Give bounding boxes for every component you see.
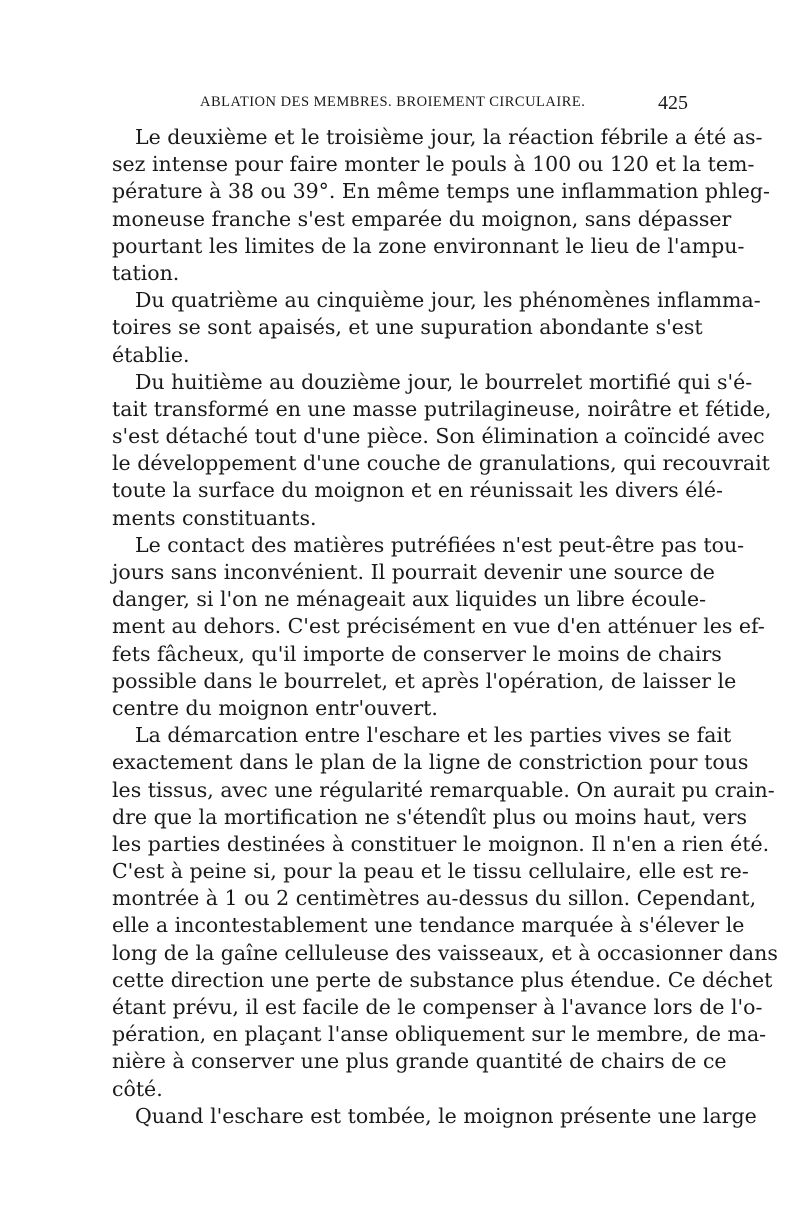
text-line: s'est détaché tout d'une pièce. Son élimination a coïncidé avec	[112, 424, 765, 449]
text-line: long de la gaîne celluleuse des vaisseaux, et à occasionner dans	[112, 940, 778, 965]
text-line: les tissus, avec une régularité remarquable. On aurait pu crain-	[112, 777, 775, 802]
text-line: les parties destinées à constituer le moignon. Il n'en a rien été.	[112, 831, 770, 856]
text-line: tation.	[112, 260, 180, 285]
text-line: pérature à 38 ou 39°. En même temps une inflammation phleg-	[112, 179, 770, 204]
text-line: pourtant les limites de la zone environnant le lieu de l'ampu-	[112, 233, 745, 258]
text-line: étant prévu, il est facile de le compenser à l'avance lors de l'o-	[112, 995, 763, 1019]
text-line: cette direction une perte de substance plus étendue. Ce déchet	[112, 967, 773, 992]
text-line: le développement d'une couche de granulations, qui recouvrait	[112, 451, 770, 476]
running-header	[200, 92, 688, 120]
text-line: Le deuxième et le troisième jour, la réaction fébrile a été as-	[135, 125, 763, 149]
text-line: Du huitième au douzième jour, le bourrelet mortifié qui s'é-	[135, 369, 753, 394]
text-line: dre que la mortification ne s'étendît plus ou moins haut, vers	[112, 804, 748, 829]
text-line: sez intense pour faire monter le pouls à 100 ou 120 et la tem-	[112, 152, 755, 177]
text-line: montrée à 1 ou 2 centimètres au-dessus du sillon. Cependant,	[112, 886, 757, 911]
text-line: toute la surface du moignon et en réunissait les divers élé-	[112, 478, 723, 503]
text-line: centre du moignon entr'ouvert.	[112, 695, 438, 720]
text-line: possible dans le bourrelet, et après l'opération, de laisser le	[112, 668, 737, 693]
text-line: toires se sont apaisés, et une supuration abondante s'est	[112, 315, 703, 340]
text-line: tait transformé en une masse putrilagineuse, noirâtre et fétide,	[112, 396, 772, 421]
text-line: ment au dehors. C'est précisément en vue d'en atténuer les ef-	[112, 614, 765, 639]
text-line: danger, si l'on ne ménageait aux liquides un libre écoule-	[112, 587, 707, 612]
text-line: C'est à peine si, pour la peau et le tissu cellulaire, elle est re-	[112, 859, 749, 884]
text-line: Quand l'eschare est tombée, le moignon présente une large	[135, 1103, 757, 1128]
text-line: établie.	[112, 342, 190, 367]
text-line: fets fâcheux, qu'il importe de conserver le moins de chairs	[112, 641, 722, 666]
running-title: ABLATION DES MEMBRES. BROIEMENT CIRCULAIRE.	[200, 94, 586, 110]
text-line: Du quatrième au cinquième jour, les phénomènes inflamma-	[135, 288, 761, 313]
text-line: moneuse franche s'est emparée du moignon, sans dépasser	[112, 206, 732, 231]
text-line: ments constituants.	[112, 505, 317, 530]
body-text	[112, 124, 778, 1130]
text-line: La démarcation entre l'eschare et les parties vives se fait	[135, 723, 732, 748]
text-line: côté.	[112, 1076, 163, 1101]
text-line: elle a incontestablement une tendance marquée à s'élever le	[112, 913, 745, 938]
text-line: exactement dans le plan de la ligne de constriction pour tous	[112, 750, 749, 775]
page-number: 425	[658, 92, 688, 114]
text-line: nière à conserver une plus grande quantité de chairs de ce	[112, 1049, 727, 1074]
text-line: jours sans inconvénient. Il pourrait devenir une source de	[112, 560, 715, 584]
text-line: pération, en plaçant l'anse obliquement sur le membre, de ma-	[112, 1022, 767, 1047]
text-line: Le contact des matières putréfiées n'est peut-être pas tou-	[135, 532, 745, 557]
